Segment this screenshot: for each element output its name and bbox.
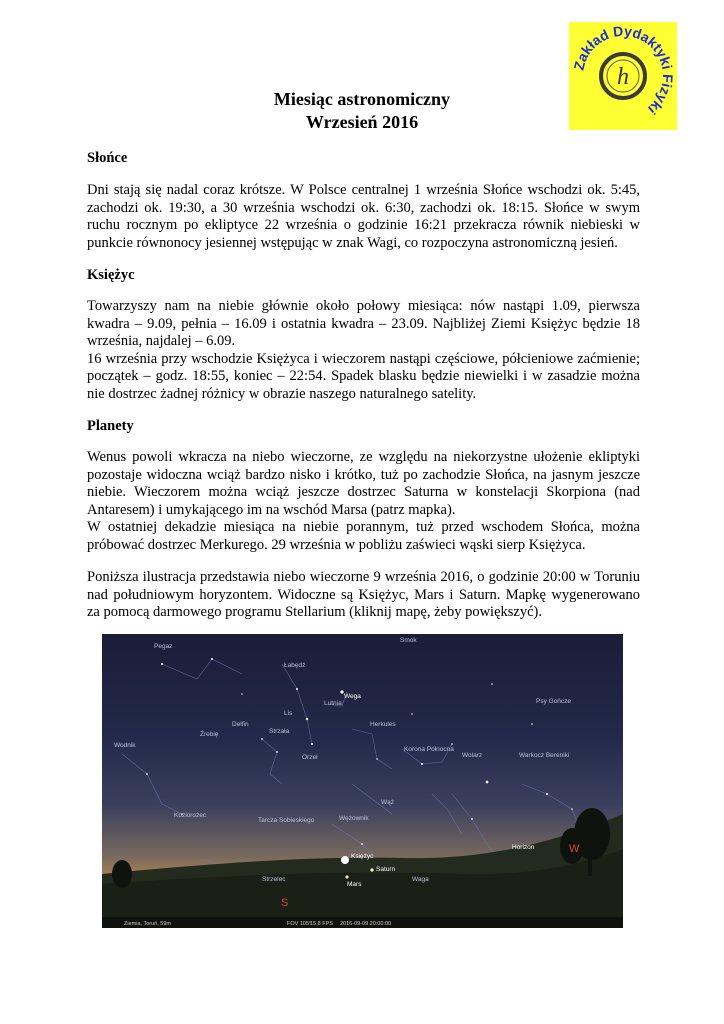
text-line: W ostatniej dekadzie miesiąca na niebie porannym, tuż przed wschodem Słońca, można (87, 519, 640, 536)
constellation-label: Orzeł (302, 754, 318, 761)
cardinal-west: W (569, 843, 580, 855)
constellation-label: Wolarz (462, 752, 483, 759)
sky-map-image[interactable] (102, 634, 623, 928)
status-location: Ziemia, Toruń, 59m (124, 921, 171, 927)
paragraph-illustration (87, 569, 640, 622)
svg-text:h: h (617, 64, 629, 90)
text-line: Towarzyszy nam na niebie głównie około połowy miesiąca: nów nastąpi 1.09, pierwsza (87, 298, 640, 314)
page-title: Miesiąc astronomiczny (273, 89, 451, 109)
constellation-label: Smok (400, 637, 417, 644)
horizon-label: Horizon (512, 844, 535, 851)
text-line: września, najdalej – 6.09. (87, 333, 236, 350)
text-line: ruchu rocznym po ekliptyce 22 września o godzinie 16:21 przekracza równik niebieski w (87, 217, 640, 234)
text-line: kwadra – 9.09, pełnia – 16.09 i ostatnia kwadra – 23.09. Najbliżej Ziemi Księżyc będzie 18 (87, 315, 640, 332)
text-line: próbować dostrzec Merkurego. 29 września w pobliżu zaświeci wąski sierp Księżyca. (87, 536, 586, 553)
constellation-label: Źrebię (200, 731, 219, 738)
text-line: Dni stają się nadal coraz krótsze. W Polsce centralnej 1 września Słońce wschodzi ok. 5:45, (87, 182, 640, 198)
text-line: za pomocą darmowego programu Stellarium (kliknij mapę, żeby powiększyć). (87, 604, 542, 621)
constellation-label: Wąż (381, 799, 394, 806)
text-line: Wenus powoli wkracza na niebo wieczorne, ze względu na niekorzystne ułożenie ekliptyki (87, 449, 640, 465)
constellation-label: Wodnik (114, 742, 136, 749)
moon-marker (341, 856, 349, 864)
text-line: niebie. Wieczorem można wciąż jeszcze dostrzec Saturna w konstelacji Skorpiona (nad (87, 484, 640, 501)
mars-label: Mars (347, 881, 362, 888)
constellation-label: Koziorożec (174, 812, 207, 819)
text-line: zachodzi ok. 19:30, a 30 września wschodzi ok. 6:30, zachodzi ok. 18:15. Słońce w swym (87, 199, 640, 216)
paragraph-moon (87, 298, 640, 404)
text-line: Antaresem) i umykającego im na wschód Marsa (patrz mapka). (87, 501, 456, 518)
constellation-label: Wega (344, 693, 361, 700)
constellation-label: Wężownik (339, 815, 369, 822)
constellation-label: Lis (284, 710, 293, 717)
text-line: nad południowym horyzontem. Widoczne są Księżyc, Mars i Saturn. Mapkę wygenerowano (87, 586, 640, 603)
page-subtitle: Wrzesień 2016 (305, 112, 419, 132)
constellation-label: Waga (412, 876, 429, 883)
heading-sun: Słońce (87, 150, 128, 166)
constellation-label: Łabędź (284, 662, 306, 669)
paragraph-sun (87, 182, 640, 252)
constellation-label: Tarcza Sobieskiego (258, 817, 315, 824)
text-line: nie dostrzec żadnej różnicy w obrazie naszego naturalnego satelity. (87, 385, 477, 402)
constellation-label: Strzelec (262, 876, 286, 883)
constellation-label: Korona Północna (404, 746, 454, 753)
text-line: Poniższa ilustracja przedstawia niebo wieczorne 9 września 2016, o godzinie 20:00 w Toruniu (87, 569, 640, 585)
heading-planets: Planety (87, 418, 134, 434)
logo-text: Zakład Dydaktyki Fizyki (570, 22, 677, 118)
constellation-label: Strzała (269, 728, 290, 735)
status-fps: 15.8 FPS (310, 921, 333, 927)
cardinal-south: S (281, 897, 289, 909)
text-line: 16 września przy wschodzie Księżyca i wieczorem nastąpi częściowe, półcieniowe zaćmienie; (87, 350, 640, 367)
moon-label: Księżyc (351, 853, 374, 860)
saturn-marker (370, 868, 373, 871)
paragraph-planets (87, 449, 640, 555)
mars-marker (345, 875, 348, 878)
text-line: pozostaje widoczna wciąż bardzo nisko i krótko, tuż po zachodzie Słońca, na jasnym jeszcze (87, 466, 640, 483)
constellation-label: Delfin (232, 721, 249, 728)
status-fov: FOV 105° (287, 921, 312, 927)
text-line: punkcie równonocy jesiennej wstępując w znak Wagi, co rozpoczyna astronomiczną jesień. (87, 234, 618, 251)
constellation-label: Lutnia (324, 700, 342, 707)
status-datetime: 2016-09-09 20:00:00 (340, 921, 392, 927)
constellation-label: Herkules (370, 721, 396, 728)
constellation-label: Warkocz Bereniki (519, 752, 570, 759)
constellation-label: Psy Gończe (536, 698, 572, 705)
heading-moon: Księżyc (87, 267, 135, 283)
saturn-label: Saturn (376, 866, 396, 873)
text-line: początek – godz. 18:55, koniec – 22:54. Spadek blasku będzie niewielki i w zasadzie można (87, 368, 640, 385)
constellation-label: Pegaz (154, 643, 173, 650)
